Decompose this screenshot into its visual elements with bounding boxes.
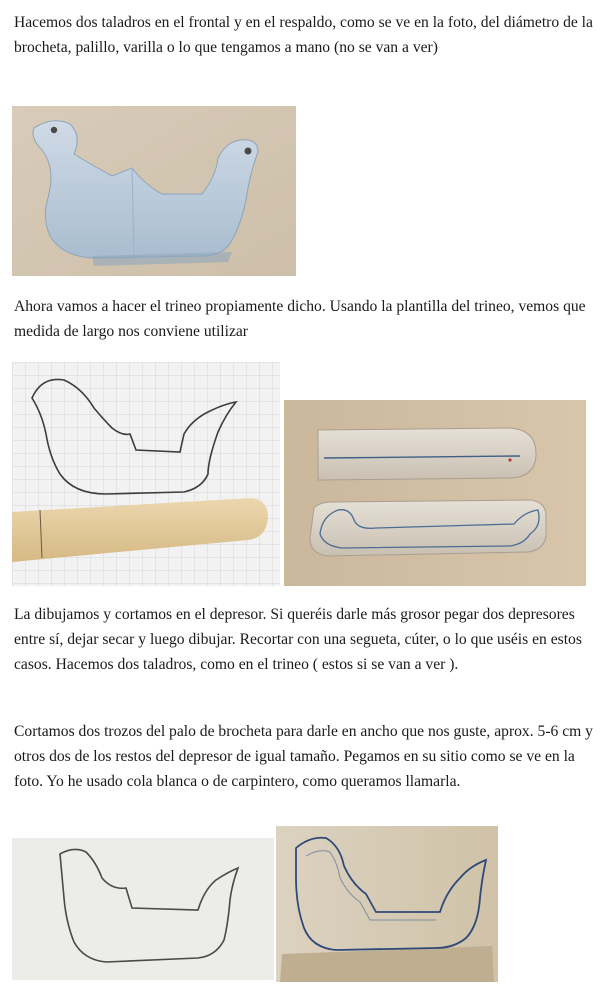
photo-sleigh-sketch xyxy=(12,838,274,980)
paragraph-cut-and-drill: La dibujamos y cortamos en el depresor. Si queréis darle más grosor pegar dos depresores entre sí, dejar secar y luego dibujar. Recortar con una segueta, cúter, o lo que uséis en estos casos. Hacemos dos taladros, como en el trineo ( estos si se van a ver ). xyxy=(14,606,582,673)
paragraph-sleigh-template: Ahora vamos a hacer el trineo propiamente dicho. Usando la plantilla del trineo, vemos que medida de largo nos conviene utilizar xyxy=(14,298,586,340)
photo-cut-depressor-pieces xyxy=(284,400,586,586)
paragraph-drilling-holes: Hacemos dos taladros en el frontal y en el respaldo, como se ve en la foto, del diámetro de la brocheta, palillo, varilla o lo que tengamos a mano (no se van a ver) xyxy=(14,14,593,56)
photo-painted-sleigh-front xyxy=(12,106,296,276)
photo-sleigh-traced-on-wood xyxy=(276,826,498,982)
photo-sleigh-template-on-grid xyxy=(12,362,280,586)
paragraph-assembly: Cortamos dos trozos del palo de brocheta para darle en ancho que nos guste, aprox. 5-6 cm y otros dos de los restos del depresor de igual tamaño. Pegamos en su sitio como se ve en la foto. Yo he usado cola blanca o de carpintero, como queramos llamarla. xyxy=(14,723,593,790)
